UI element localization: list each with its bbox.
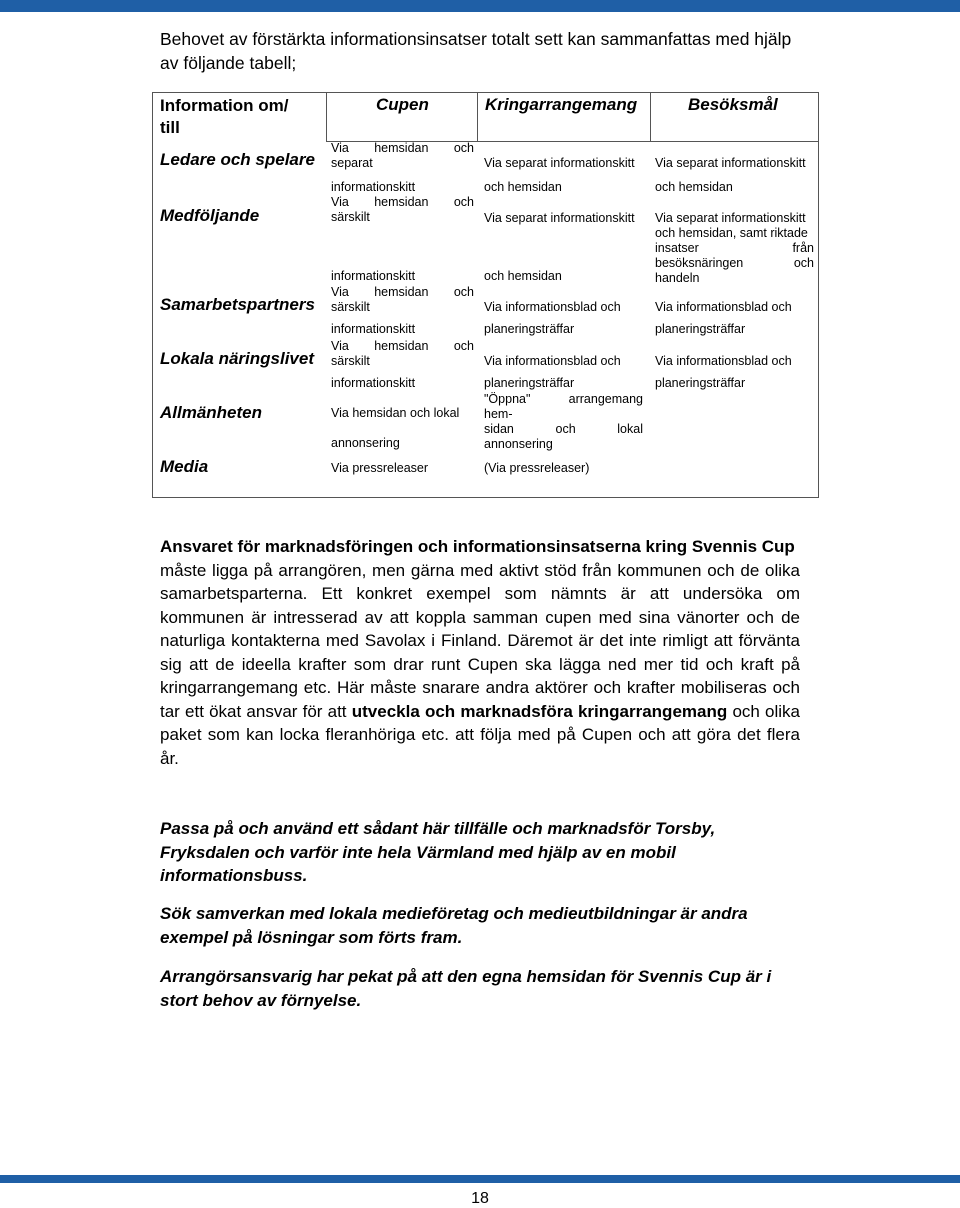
cell-word: lokal — [617, 422, 643, 436]
paragraph-responsibility — [160, 535, 800, 770]
cell-line: särskilt — [331, 300, 370, 314]
cell-cupen-ledare-cont: informationskitt — [331, 180, 416, 194]
table-divider-1 — [326, 92, 327, 142]
cell-cupen-allmanheten-cont: annonsering — [331, 436, 400, 450]
paragraph-website: Arrangörsansvarig har pekat på att den egna hemsidan för Svennis Cup är i stort behov av förnyelse. — [160, 967, 772, 1010]
para1-bold2: utveckla och marknadsföra kringarrangemang — [351, 701, 728, 721]
para1-text: måste ligga på arrangören, men gärna med aktivt stöd från kommunen och de olika samarbetsparterna. Ett konkret exempel som nämnts är att undersöka om kommunen är intresserad av att koppla samman cupen med sina vänorter och de naturliga kontakterna med Savolax i Finland. Däremot är det inte rimligt att förvänta sig att de ideella krafter som drar runt Cupen ska lägga ned mer tid och kraft på kringarrangemang etc. Här måste snarare andra aktörer och krafter mobiliseras och tar ett ökat ansvar för att — [160, 560, 800, 721]
cell-word: Via — [331, 285, 349, 299]
cell-line: hem- — [484, 407, 513, 421]
cell-kring-medfoljande: Via separat informationskitt — [484, 211, 635, 225]
cell-word: besöksnäringen — [655, 256, 744, 270]
cell-word: hemsidan — [374, 195, 429, 209]
col-header-besoksmal: Besöksmål — [688, 95, 778, 114]
table-divider-3 — [650, 92, 651, 142]
paragraph-infobus: Passa på och använd ett sådant här tillfälle och marknadsför Torsby, Fryksdalen och varför inte hela Värmland med hjälp av en mobil informationsbuss. — [160, 819, 716, 885]
cell-word: och — [555, 422, 576, 436]
cell-cupen-medfoljande — [331, 195, 474, 225]
cell-cupen-samarbetspartners-cont: informationskitt — [331, 322, 416, 336]
row-label-media: Media — [160, 457, 209, 476]
cell-line: annonsering — [484, 437, 553, 451]
cell-kring-medfoljande-cont: och hemsidan — [484, 269, 562, 283]
cell-line: separat — [331, 156, 373, 170]
header-accent-bar — [0, 0, 960, 12]
cell-line: Via separat informationskitt — [655, 211, 806, 225]
cell-word: från — [792, 241, 814, 255]
cell-word: insatser — [655, 241, 699, 255]
para1-bold: Ansvaret för marknadsföringen och informationsinsatserna kring Svennis Cup — [160, 537, 795, 556]
cell-besok-lokala: Via informationsblad och — [655, 354, 792, 368]
cell-cupen-media: Via pressreleaser — [331, 461, 429, 475]
intro-text: Behovet av förstärkta informationsinsatser totalt sett kan sammanfattas med hjälp av följande tabell; — [160, 29, 792, 73]
cell-word: och — [453, 141, 474, 155]
corner-header-line1: Information om/ — [160, 96, 289, 115]
cell-line: särskilt — [331, 210, 370, 224]
footer-accent-bar — [0, 1175, 960, 1183]
cell-word: Via — [331, 339, 349, 353]
row-label-lokala-naringslivet: Lokala näringslivet — [160, 349, 314, 368]
cell-besok-ledare: Via separat informationskitt — [655, 156, 806, 170]
corner-header — [160, 95, 288, 139]
row-label-samarbetspartners: Samarbetspartners — [160, 295, 315, 314]
cell-word: och — [453, 195, 474, 209]
corner-header-line2: till — [160, 118, 180, 137]
cell-kring-ledare-cont: och hemsidan — [484, 180, 562, 194]
col-header-kringarrangemang: Kringarrangemang — [485, 95, 638, 114]
row-label-ledare: Ledare och spelare — [160, 150, 315, 169]
cell-besok-ledare-cont: och hemsidan — [655, 180, 733, 194]
cell-kring-samarbetspartners: Via informationsblad och — [484, 300, 621, 314]
cell-kring-lokala-cont: planeringsträffar — [484, 376, 575, 390]
cell-besok-medfoljande — [655, 211, 814, 286]
cell-cupen-lokala — [331, 339, 474, 369]
cell-word: och — [453, 339, 474, 353]
row-label-allmanheten: Allmänheten — [160, 403, 263, 422]
cell-line: och hemsidan, samt riktade — [655, 226, 808, 240]
cell-besok-samarbetspartners: Via informationsblad och — [655, 300, 792, 314]
cell-cupen-ledare — [331, 141, 474, 171]
cell-kring-allmanheten — [484, 392, 643, 452]
cell-word: och — [793, 256, 814, 270]
cell-word: arrangemang — [568, 392, 643, 406]
cell-word: hemsidan — [374, 285, 429, 299]
cell-kring-lokala: Via informationsblad och — [484, 354, 621, 368]
cell-kring-ledare: Via separat informationskitt — [484, 156, 635, 170]
page-number: 18 — [471, 1190, 489, 1207]
cell-word: sidan — [484, 422, 514, 436]
table-divider-2 — [477, 92, 478, 142]
paragraph-media-cooperation: Sök samverkan med lokala medieföretag och medieutbildningar är andra exempel på lösningar som förts fram. — [160, 904, 748, 947]
cell-word: hemsidan — [374, 141, 429, 155]
cell-word: och — [453, 285, 474, 299]
cell-line: särskilt — [331, 354, 370, 368]
cell-line: handeln — [655, 271, 700, 285]
cell-word: "Öppna" — [484, 392, 531, 406]
cell-cupen-allmanheten: Via hemsidan och lokal — [331, 406, 460, 420]
para1-text2: och olika paket som kan locka fleranhöriga etc. att följa med på Cupen och att göra det flera år. — [160, 701, 800, 768]
cell-besok-lokala-cont: planeringsträffar — [655, 376, 746, 390]
cell-word: hemsidan — [374, 339, 429, 353]
col-header-cupen: Cupen — [376, 95, 429, 114]
cell-cupen-medfoljande-cont: informationskitt — [331, 269, 416, 283]
cell-besok-samarbetspartners-cont: planeringsträffar — [655, 322, 746, 336]
cell-kring-media: (Via pressreleaser) — [484, 461, 590, 475]
cell-cupen-lokala-cont: informationskitt — [331, 376, 416, 390]
cell-word: Via — [331, 141, 349, 155]
cell-kring-samarbetspartners-cont: planeringsträffar — [484, 322, 575, 336]
row-label-medfoljande: Medföljande — [160, 206, 260, 225]
cell-cupen-samarbetspartners — [331, 285, 474, 315]
cell-word: Via — [331, 195, 349, 209]
